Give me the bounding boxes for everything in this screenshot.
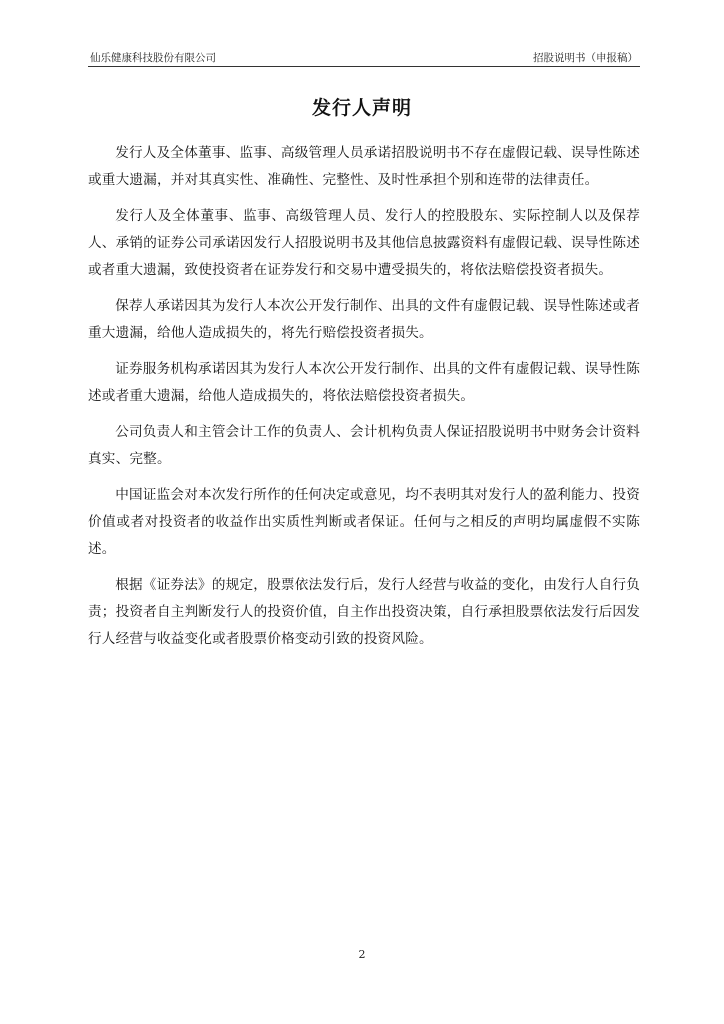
page-header [88, 48, 640, 66]
paragraph-5: 公司负责人和主管会计工作的负责人、会计机构负责人保证招股说明书中财务会计资料真实、完整。 [88, 424, 640, 467]
paragraph-1: 发行人及全体董事、监事、高级管理人员承诺招股说明书不存在虚假记载、误导性陈述或重大遗漏，并对其真实性、准确性、完整性、及时性承担个别和连带的法律责任。 [88, 145, 640, 188]
paragraph-2: 发行人及全体董事、监事、高级管理人员、发行人的控股股东、实际控制人以及保荐人、承销的证券公司承诺因发行人招股说明书及其他信息披露资料有虚假记载、误导性陈述或者重大遗漏，致使投资者在证券发行和交易中遭受损失的，将依法赔偿投资者损失。 [88, 208, 640, 278]
paragraph-3: 保荐人承诺因其为发行人本次公开发行制作、出具的文件有虚假记载、误导性陈述或者重大遗漏，给他人造成损失的，将先行赔偿投资者损失。 [88, 298, 640, 341]
page-number: 2 [358, 948, 366, 961]
paragraph-4: 证券服务机构承诺因其为发行人本次公开发行制作、出具的文件有虚假记载、误导性陈述或者重大遗漏，给他人造成损失的，将依法赔偿投资者损失。 [88, 361, 640, 404]
paragraph-6: 中国证监会对本次发行所作的任何决定或意见，均不表明其对发行人的盈利能力、投资价值或者对投资者的收益作出实质性判断或者保证。任何与之相反的声明均属虚假不实陈述。 [88, 487, 640, 557]
header-divider [88, 66, 640, 67]
paragraph-7: 根据《证券法》的规定，股票依法发行后，发行人经营与收益的变化，由发行人自行负责；投资者自主判断发行人的投资价值，自主作出投资决策，自行承担股票依法发行后因发行人经营与收益变化或者股票价格变动引致的投资风险。 [88, 577, 640, 647]
declaration-body [88, 140, 640, 662]
page-title: 发行人声明 [311, 97, 412, 119]
header-document-name: 招股说明书（申报稿） [533, 52, 638, 64]
header-company-name: 仙乐健康科技股份有限公司 [90, 52, 216, 64]
